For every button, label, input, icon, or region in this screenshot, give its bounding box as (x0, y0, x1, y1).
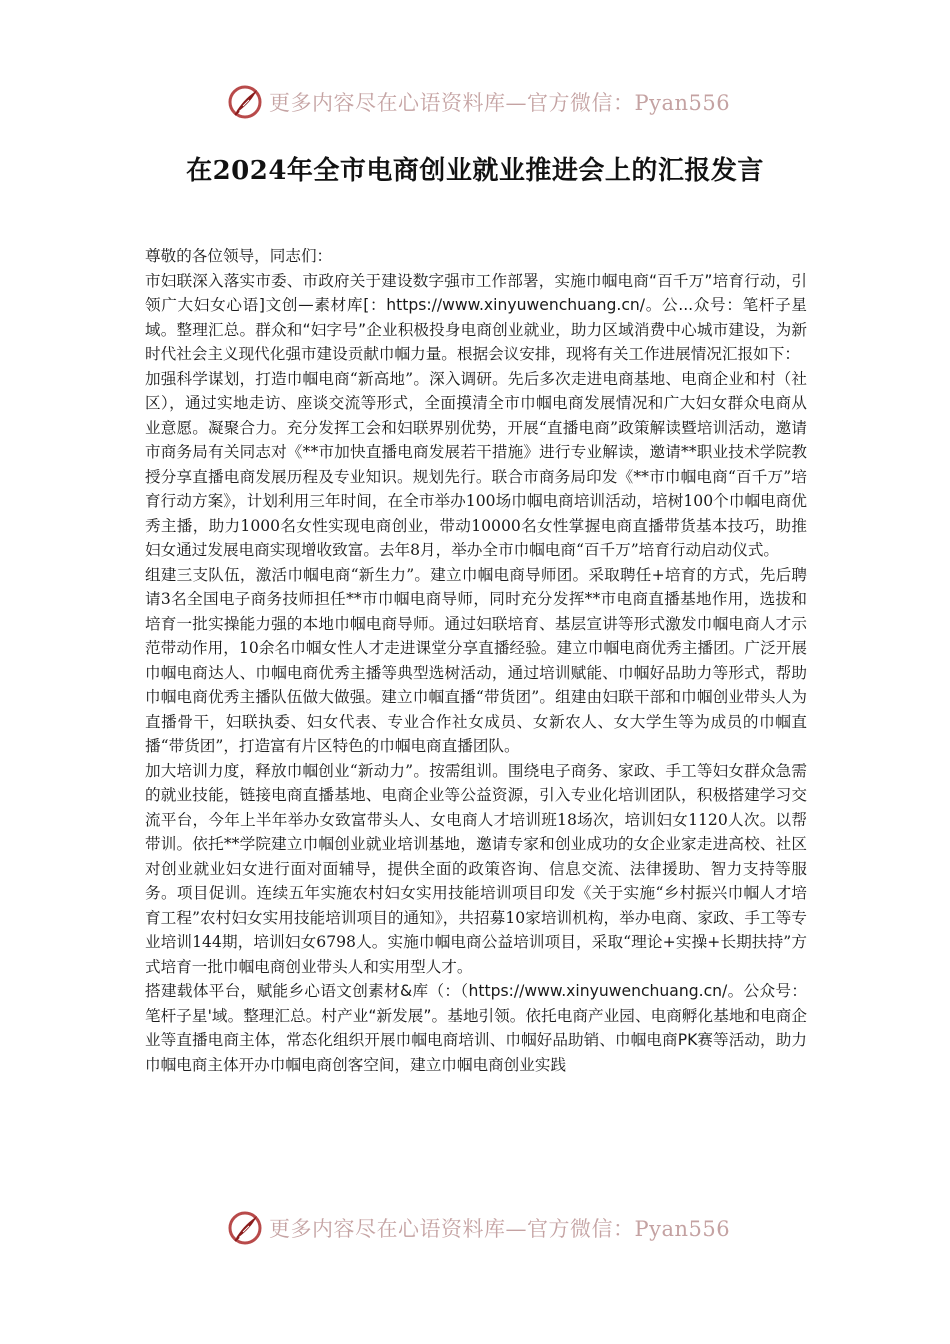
header-banner (227, 82, 730, 122)
footer-banner-text: 更多内容尽在心语资料库—官方微信：Pyan556 (269, 1217, 731, 1241)
paragraph-planning: 加强科学谋划，打造巾帼电商“新高地”。深入调研。先后多次走进电商基地、电商企业和村（社区），通过实地走访、座谈交流等形式，全面摸清全市巾帼电商发展情况和广大妇女群众电商从业意愿。凝聚合力。充分发挥工会和妇联界别优势，开展“直播电商”政策解读暨培训活动，邀请市商务局有关同志对《**市加快直播电商发展若干措施》进行专业解读，邀请**职业技术学院教授分享直播电商发展历程及专业知识。规划先行。联合市商务局印发《**市巾帼电商“百千万”培育行动方案》，计划利用三年时间，在全市举办100场巾帼电商培训活动，培树100个巾帼电商优秀主播，助力1000名女性实现电商创业，带动10000名女性掌握电商直播带货基本技巧，助推妇女通过发展电商实现增收致富。去年8月，举办全市巾帼电商“百千万”培育行动启动仪式。 (145, 369, 807, 559)
quill-pen-logo-icon (227, 84, 263, 120)
footer-banner (227, 1208, 730, 1248)
paragraph-intro: 市妇联深入落实市委、市政府关于建设数字强市工作部署，实施巾帼电商“百千万”培育行动，引领广大妇女心语]文创—素材库[：https://www.xinyuwenchuang.cn/。公...众号：笔杆子星域。整理汇总。群众和“妇字号”企业积极投身电商创业就业，助力区域消费中心城市建设，为新时代社会主义现代化强市建设贡献巾帼力量。根据会议安排，现将有关工作进展情况汇报如下： (145, 271, 807, 363)
header-banner-text: 更多内容尽在心语资料库—官方微信：Pyan556 (269, 91, 731, 115)
quill-pen-logo-icon (227, 1210, 263, 1246)
paragraph-training: 加大培训力度，释放巾帼创业“新动力”。按需组训。围绕电子商务、家政、手工等妇女群众急需的就业技能，链接电商直播基地、电商企业等公益资源，引入专业化培训团队，积极搭建学习交流平台，今年上半年举办女致富带头人、女电商人才培训班18场次，培训妇女1120人次。以帮带训。依托**学院建立巾帼创业就业培训基地，邀请专家和创业成功的女企业家走进高校、社区对创业就业妇女进行面对面辅导，提供全面的政策咨询、信息交流、法律援助、智力支持等服务。项目促训。连续五年实施农村妇女实用技能培训项目印发《关于实施“乡村振兴巾帼人才培育工程”农村妇女实用技能培训项目的通知》，共招募10家培训机构，举办电商、家政、手工等专业培训144期，培训妇女6798人。实施巾帼电商公益培训项目，采取“理论+实操+长期扶持”方式培育一批巾帼电商创业带头人和实用型人才。 (145, 761, 807, 976)
greeting: 尊敬的各位领导，同志们： (145, 247, 333, 265)
paragraph-teams: 组建三支队伍，激活巾帼电商“新生力”。建立巾帼电商导师团。采取聘任+培育的方式，先后聘请3名全国电子商务技师担任**市巾帼电商导师，同时充分发挥**市电商直播基地作用，选拔和培育一批实操能力强的本地巾帼电商导师。通过妇联培育、基层宣讲等形式激发巾帼电商人才示范带动作用，10余名巾帼女性人才走进课堂分享直播经验。建立巾帼电商优秀主播团。广泛开展巾帼电商达人、巾帼电商优秀主播等典型选树活动，通过培训赋能、巾帼好品助力等形式，帮助巾帼电商优秀主播队伍做大做强。建立巾帼直播“带货团”。组建由妇联干部和巾帼创业带头人为直播骨干，妇联执委、妇女代表、专业合作社女成员、女新农人、女大学生等为成员的巾帼直播“带货团”，打造富有片区特色的巾帼电商直播团队。 (145, 565, 807, 755)
document-body (145, 244, 807, 1077)
paragraph-platform: 搭建载体平台，赋能乡心语文创素材&库（：（https://www.xinyuwenchuang.cn/。公众号：笔杆子星'域。整理汇总。村产业“新发展”。基地引领。依托电商产业园、电商孵化基地和电商企业等直播电商主体，常态化组织开展巾帼电商培训、巾帼好品助销、巾帼电商PK赛等活动，助力巾帼电商主体开办巾帼电商创客空间，建立巾帼电商创业实践 (145, 982, 807, 1074)
document-title: 在2024年全市电商创业就业推进会上的汇报发言 (186, 156, 764, 186)
